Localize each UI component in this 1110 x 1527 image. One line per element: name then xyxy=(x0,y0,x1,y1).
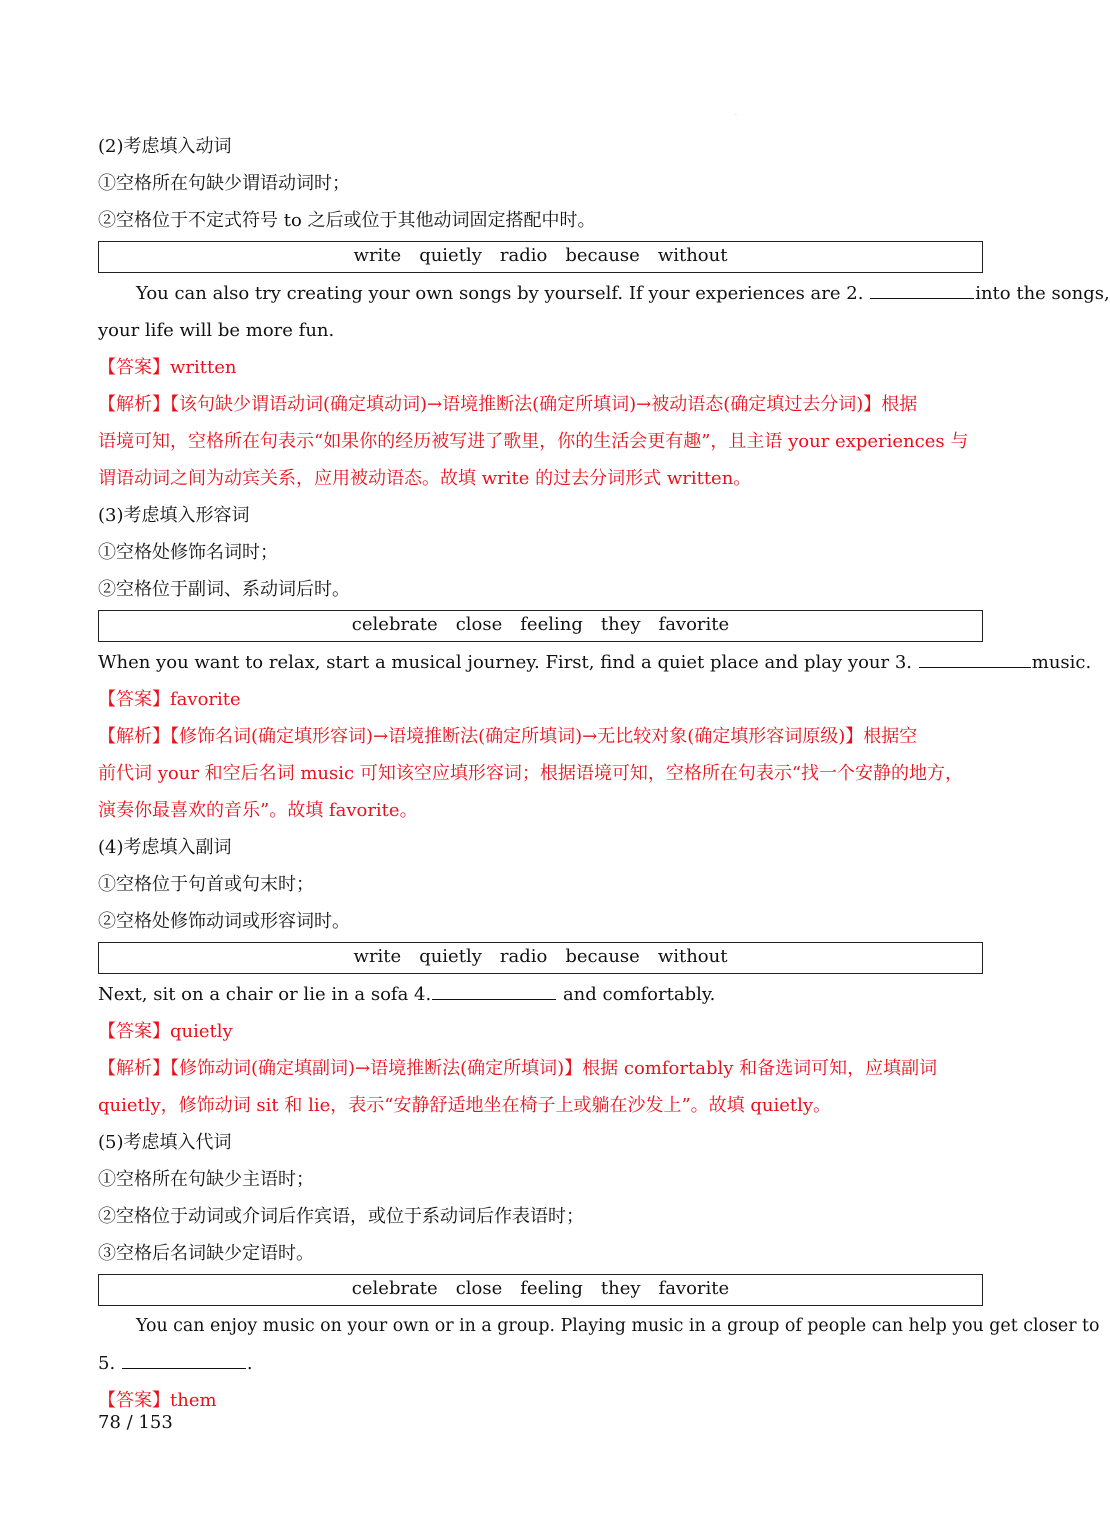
rule-item: ①空格所在句缺少主语时； xyxy=(98,1169,314,1190)
word-bank-item: because xyxy=(565,245,640,266)
rule-item: ②空格位于不定式符号 to 之后或位于其他动词固定搭配中时。 xyxy=(98,210,596,231)
answer-line xyxy=(98,1013,983,1050)
answer-label: 【答案】 xyxy=(98,1390,170,1411)
document-body xyxy=(98,128,1110,1419)
word-bank-box xyxy=(98,942,983,974)
rule-item: ③空格后名词缺少定语时。 xyxy=(98,1243,314,1264)
stray-mark: · xyxy=(735,112,737,119)
word-bank-item: because xyxy=(565,946,640,967)
word-bank-item: close xyxy=(455,614,503,635)
question-text: . xyxy=(246,1353,253,1374)
rule-item: ①空格处修饰名词时； xyxy=(98,542,278,563)
word-bank-item: they xyxy=(600,1278,641,1299)
rule-item: ②空格位于副词、系动词后时。 xyxy=(98,579,350,600)
analysis-line: 前代词 your 和空后名词 music 可知该空应填形容词；根据语境可知，空格所在句表示“找一个安静的地方， xyxy=(98,763,964,784)
analysis-line: 谓语动词之间为动宾关系，应用被动语态。故填 write 的过去分词形式 written。 xyxy=(98,468,752,489)
word-bank-box xyxy=(98,610,983,642)
answer-line xyxy=(98,349,983,386)
answer-value: them xyxy=(170,1390,217,1411)
page-number: 78 / 153 xyxy=(98,1412,173,1433)
word-bank-item: they xyxy=(600,614,641,635)
section-heading-verb: (2)考虑填入动词 xyxy=(98,136,232,157)
answer-line xyxy=(98,681,983,718)
question-text: and comfortably. xyxy=(562,984,716,1005)
question-text: music. xyxy=(1031,652,1092,673)
rule-item: ②空格位于动词或介词后作宾语，或位于系动词后作表语时； xyxy=(98,1206,584,1227)
answer-blank[interactable] xyxy=(122,1350,246,1369)
answer-blank[interactable] xyxy=(919,649,1031,668)
rule-item: ①空格位于句首或句末时； xyxy=(98,874,314,895)
section-heading-pronoun: (5)考虑填入代词 xyxy=(98,1132,232,1153)
question-sentence xyxy=(98,275,1110,312)
word-bank-item: quietly xyxy=(419,946,482,967)
analysis-line: quietly，修饰动词 sit 和 lie，表示“安静舒适地坐在椅子上或躺在沙发上”。故填 quietly。 xyxy=(98,1095,832,1116)
question-sentence-continued xyxy=(98,1345,983,1382)
analysis-line: 语境可知，空格所在句表示“如果你的经历被写进了歌里，你的生活会更有趣”，且主语 your experiences 与 xyxy=(98,431,969,452)
answer-label: 【答案】 xyxy=(98,689,170,710)
word-bank-item: celebrate xyxy=(351,1278,438,1299)
rule-item: ①空格所在句缺少谓语动词时； xyxy=(98,173,350,194)
word-bank-item: celebrate xyxy=(351,614,438,635)
answer-line xyxy=(98,1382,983,1419)
analysis-line: 演奏你最喜欢的音乐”。故填 favorite。 xyxy=(98,800,418,821)
analysis-line: 【解析】【修饰动词(确定填副词)→语境推断法(确定所填词)】根据 comfortably 和备选词可知，应填副词 xyxy=(98,1058,938,1079)
answer-label: 【答案】 xyxy=(98,357,170,378)
answer-blank[interactable] xyxy=(870,280,974,299)
analysis-line: 【解析】【修饰名词(确定填形容词)→语境推断法(确定所填词)→无比较对象(确定填形容词原级)】根据空 xyxy=(98,726,918,747)
word-bank-item: favorite xyxy=(658,1278,730,1299)
section-heading-adjective: (3)考虑填入形容词 xyxy=(98,505,250,526)
question-text: into the songs, xyxy=(975,283,1110,304)
word-bank-item: favorite xyxy=(658,614,730,635)
word-bank-item: without xyxy=(657,245,728,266)
word-bank-box xyxy=(98,241,983,273)
word-bank-item: feeling xyxy=(520,614,583,635)
word-bank-box xyxy=(98,1274,983,1306)
answer-value: favorite xyxy=(170,689,241,710)
question-sentence xyxy=(98,976,983,1013)
word-bank-item: close xyxy=(455,1278,503,1299)
word-bank-item: feeling xyxy=(520,1278,583,1299)
question-text: Next, sit on a chair or lie in a sofa 4. xyxy=(98,984,432,1005)
word-bank-item: quietly xyxy=(419,245,482,266)
word-bank-item: write xyxy=(353,245,402,266)
answer-value: quietly xyxy=(170,1021,233,1042)
question-text: 5. xyxy=(98,1353,116,1374)
word-bank-item: without xyxy=(657,946,728,967)
analysis-line: 【解析】【该句缺少谓语动词(确定填动词)→语境推断法(确定所填词)→被动语态(确定填过去分词)】根据 xyxy=(98,394,918,415)
rule-item: ②空格处修饰动词或形容词时。 xyxy=(98,911,350,932)
word-bank-item: radio xyxy=(499,946,548,967)
answer-label: 【答案】 xyxy=(98,1021,170,1042)
question-text: When you want to relax, start a musical journey. First, find a quiet place and play your 3. xyxy=(98,652,913,673)
question-sentence: You can enjoy music on your own or in a group. Playing music in a group of people can help you get closer to xyxy=(136,1316,1100,1336)
question-sentence xyxy=(98,644,1092,681)
answer-blank[interactable] xyxy=(432,981,556,1000)
section-heading-adverb: (4)考虑填入副词 xyxy=(98,837,232,858)
question-sentence-continued: your life will be more fun. xyxy=(98,320,335,341)
word-bank-item: write xyxy=(353,946,402,967)
answer-value: written xyxy=(170,357,237,378)
question-text: You can also try creating your own songs by yourself. If your experiences are 2. xyxy=(136,283,864,304)
word-bank-item: radio xyxy=(499,245,548,266)
